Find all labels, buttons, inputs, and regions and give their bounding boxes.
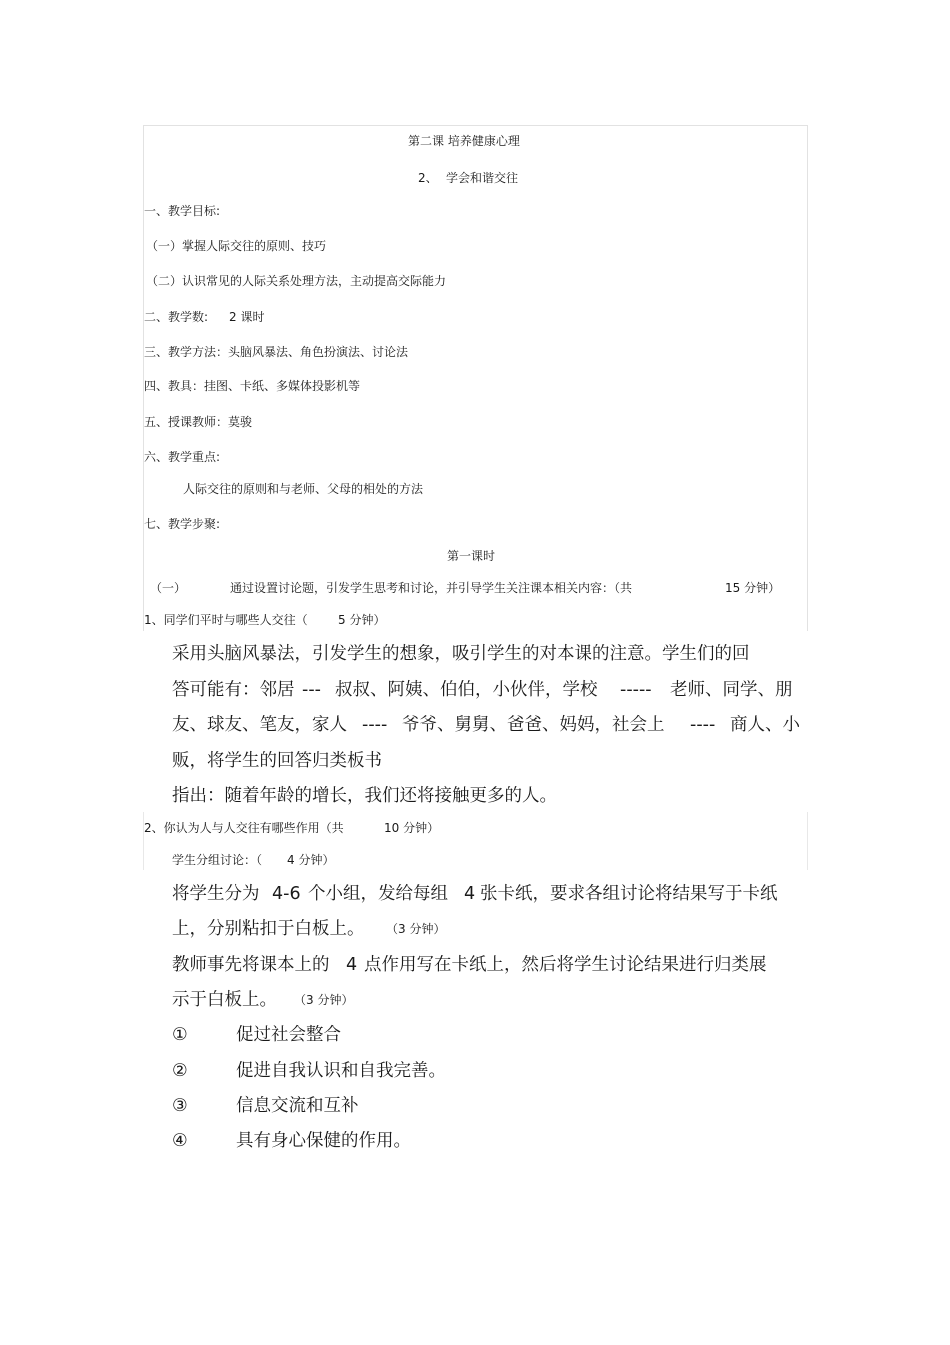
paragraph-line-6b: 4-6 bbox=[272, 884, 301, 904]
question-1: 1、同学们平时与哪些人交往（ bbox=[144, 613, 308, 627]
paragraph-line-2e: 老师、同学、朋 bbox=[670, 680, 793, 700]
focus-heading: 六、教学重点: bbox=[144, 450, 221, 464]
question-1-time: 5 分钟） bbox=[338, 613, 386, 627]
list-marker: ① bbox=[172, 1025, 188, 1045]
list-marker: ② bbox=[172, 1061, 188, 1081]
part1-text: 通过设置讨论题，引发学生思考和讨论，并引导学生关注课本相关内容：（共 bbox=[230, 581, 633, 595]
list-marker: ③ bbox=[172, 1096, 188, 1116]
dash-separator: ----- bbox=[620, 680, 652, 700]
paragraph-line-7: 上，分别粘扣于白板上。 bbox=[172, 919, 365, 939]
paragraph-line-6a: 将学生分为 bbox=[172, 884, 260, 904]
lesson-period-heading: 第一课时 bbox=[447, 549, 496, 563]
goals-heading: 一、教学目标: bbox=[144, 204, 221, 218]
goal-item-1: （一）掌握人际交往的原则、技巧 bbox=[146, 239, 327, 253]
paragraph-line-6d: 4 bbox=[464, 884, 476, 904]
group-discussion-time: 4 分钟） bbox=[287, 853, 335, 867]
paragraph-line-6c: 个小组，发给每组 bbox=[308, 884, 448, 904]
paragraph-line-3e: 商人、小 bbox=[730, 715, 800, 735]
lesson-title: 第二课 培养健康心理 bbox=[408, 134, 520, 148]
paragraph-line-2a: 答可能有：邻居 bbox=[172, 680, 295, 700]
part1-time: 15 分钟） bbox=[725, 581, 781, 595]
teacher-name: 五、授课教师：莫骏 bbox=[144, 415, 253, 429]
paragraph-line-2c: 叔叔、阿姨、伯伯，小伙伴，学校 bbox=[335, 680, 598, 700]
list-item: 促进自我认识和自我完善。 bbox=[236, 1061, 446, 1081]
paragraph-line-9: 示于白板上。 bbox=[172, 990, 277, 1010]
paragraph-line-8a: 教师事先将课本上的 bbox=[172, 955, 330, 975]
lesson-subtitle: 学会和谐交往 bbox=[446, 171, 519, 185]
dash-separator: ---- bbox=[362, 715, 388, 735]
list-item: 具有身心保健的作用。 bbox=[236, 1131, 411, 1151]
dash-separator: --- bbox=[302, 680, 321, 700]
step-time-note: （3 分钟） bbox=[294, 993, 354, 1007]
list-marker: ④ bbox=[172, 1131, 188, 1151]
paragraph-line-3c: 爷爷、舅舅、爸爸、妈妈，社会上 bbox=[402, 715, 665, 735]
paragraph-line-5: 指出：随着年龄的增长，我们还将接触更多的人。 bbox=[172, 786, 557, 806]
paragraph-line-8c: 点作用写在卡纸上，然后将学生讨论结果进行归类展 bbox=[364, 955, 767, 975]
paragraph-line-8b: 4 bbox=[346, 955, 358, 975]
subtitle-number: 2、 bbox=[418, 171, 438, 185]
group-discussion: 学生分组讨论：（ bbox=[172, 853, 263, 867]
list-item: 促过社会整合 bbox=[236, 1025, 341, 1045]
part1-number: （一） bbox=[150, 581, 187, 595]
question-2-time: 10 分钟） bbox=[384, 821, 440, 835]
question-2: 2、你认为人与人交往有哪些作用（共 bbox=[144, 821, 344, 835]
list-item: 信息交流和互补 bbox=[236, 1096, 359, 1116]
step-time-note: （3 分钟） bbox=[386, 922, 446, 936]
paragraph-line-6e: 张卡纸，要求各组讨论将结果写于卡纸 bbox=[480, 884, 778, 904]
goal-item-2: （二）认识常见的人际关系处理方法，主动提高交际能力 bbox=[146, 274, 447, 288]
hours-label: 二、教学数: bbox=[144, 310, 209, 324]
paragraph-line-4: 贩，将学生的回答归类板书 bbox=[172, 751, 382, 771]
focus-text: 人际交往的原则和与老师、父母的相处的方法 bbox=[183, 482, 424, 496]
paragraph-line-1: 采用头脑风暴法，引发学生的想象，吸引学生的对本课的注意。学生们的回 bbox=[172, 644, 750, 664]
dash-separator: ---- bbox=[690, 715, 716, 735]
teaching-tools: 四、教具：挂图、卡纸、多媒体投影机等 bbox=[144, 379, 361, 393]
hours-value: 2 课时 bbox=[229, 310, 265, 324]
paragraph-line-3a: 友、球友、笔友，家人 bbox=[172, 715, 347, 735]
steps-heading: 七、教学步聚: bbox=[144, 517, 221, 531]
teaching-methods: 三、教学方法：头脑风暴法、角色扮演法、讨论法 bbox=[144, 345, 409, 359]
